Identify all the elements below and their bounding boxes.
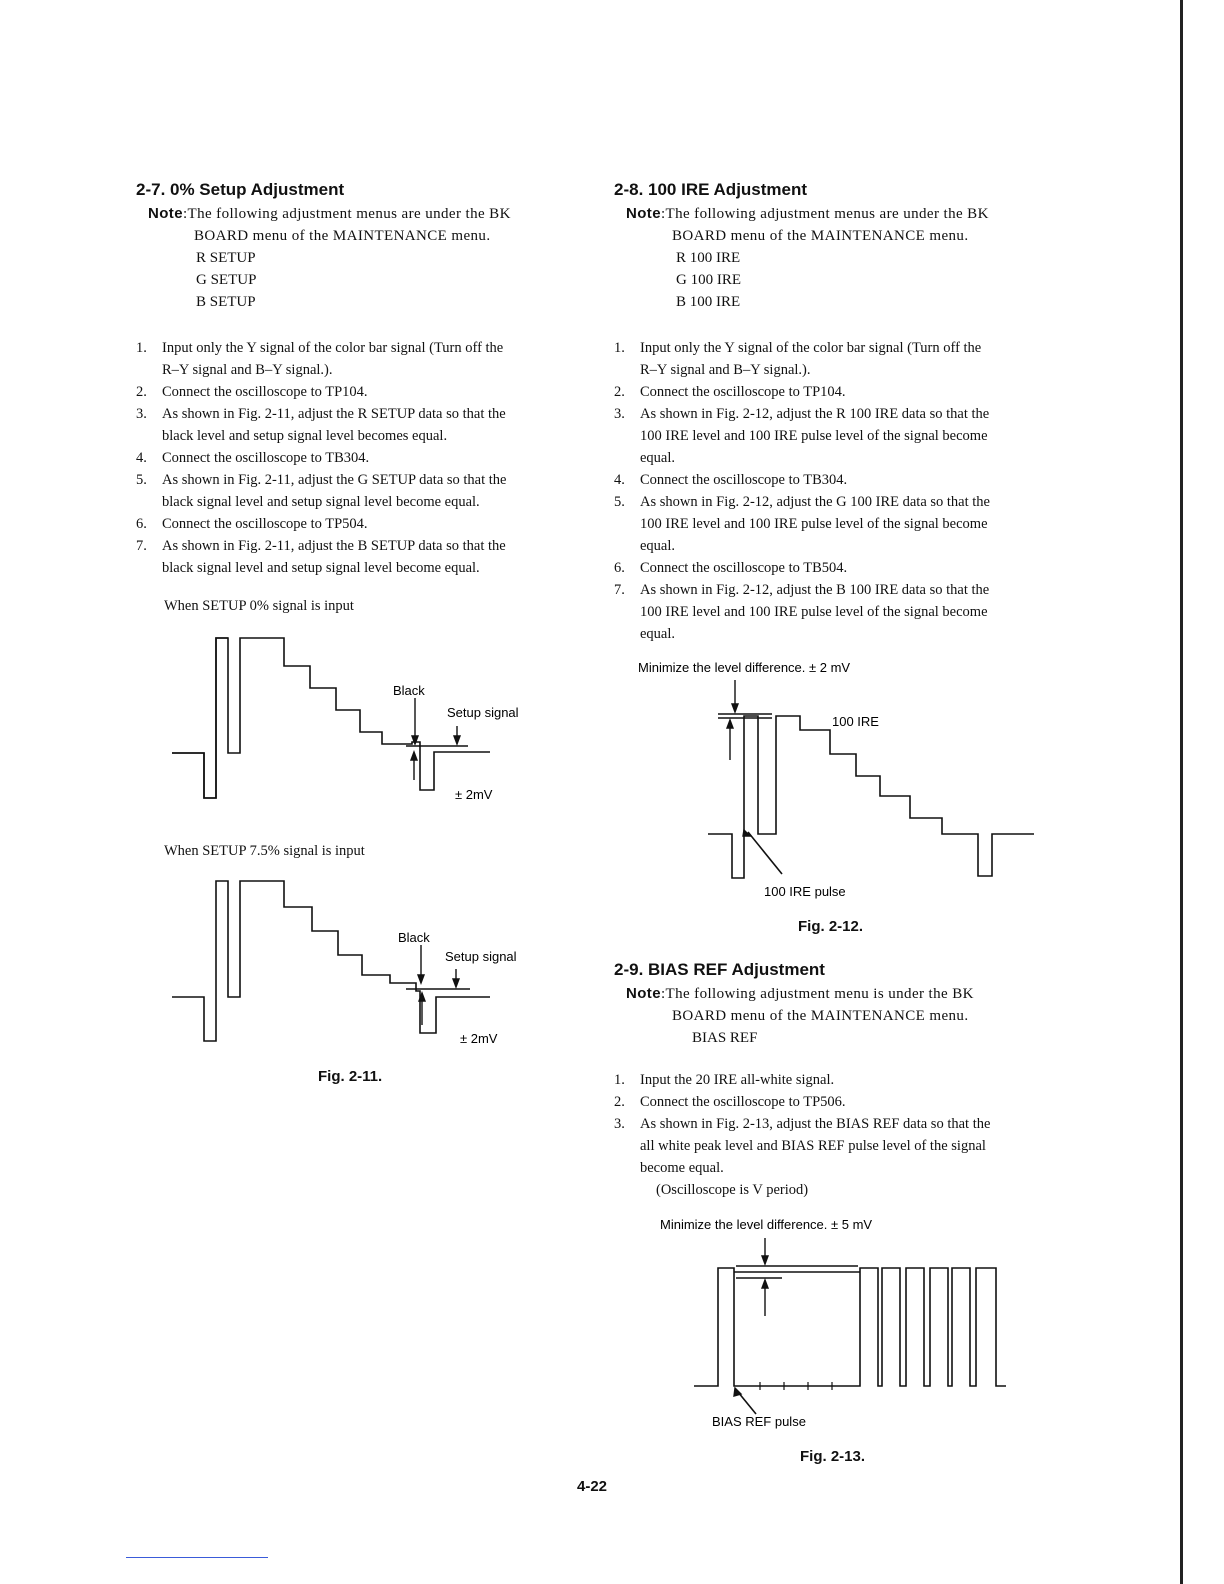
label-tolerance: ± 2mV	[460, 1031, 498, 1046]
menu-item: B 100 IRE	[676, 294, 741, 310]
step: 4. Connect the oscilloscope to TB304.	[136, 450, 370, 466]
arrowhead	[453, 979, 459, 987]
note-line-1: :The following adjustment menus are under the BK	[182, 206, 511, 222]
page-number: 4-22	[577, 1478, 608, 1495]
oscilloscope-note: (Oscilloscope is V period)	[656, 1182, 809, 1198]
section-title: 2-7. 0% Setup Adjustment	[136, 180, 345, 199]
step: 4. Connect the oscilloscope to TB304.	[614, 472, 848, 488]
arrowhead	[418, 975, 424, 983]
label-100-ire-pulse: 100 IRE pulse	[764, 884, 846, 899]
menu-list	[614, 247, 1074, 313]
label-100-ire: 100 IRE	[832, 714, 879, 729]
note-line-1: :The following adjustment menus are under the BK	[660, 206, 989, 222]
pointer-line	[748, 832, 782, 874]
step: 1. Input only the Y signal of the color bar signal (Turn off the R–Y signal and B–Y signal.).	[614, 340, 982, 378]
step: 3. As shown in Fig. 2-12, adjust the R 100 IRE data so that the 100 IRE level and 100 IRE pulse level of the signal become equal.	[614, 406, 990, 466]
signal-trace	[708, 716, 1034, 878]
signal-trace	[694, 1268, 1006, 1386]
note	[614, 203, 1074, 225]
signal-trace	[172, 638, 228, 798]
step-list	[614, 337, 1074, 645]
label-setup-signal: Setup signal	[447, 705, 519, 720]
step: 5. As shown in Fig. 2-12, adjust the G 100 IRE data so that the 100 IRE level and 100 IRE pulse level of the signal become equal.	[614, 494, 990, 554]
step: 1. Input the 20 IRE all-white signal.	[614, 1072, 835, 1088]
arrowhead	[411, 752, 417, 760]
section-2-7	[136, 180, 586, 579]
note	[614, 983, 1074, 1005]
step-list	[614, 1069, 1074, 1179]
arrowhead	[732, 704, 738, 712]
note-line-1: :The following adjustment menu is under the BK	[660, 986, 974, 1002]
pointer-line	[738, 1392, 756, 1414]
arrowhead	[734, 1388, 741, 1396]
note	[136, 203, 586, 225]
waveform-100-ire	[630, 656, 1050, 906]
waveform-bias-ref	[650, 1212, 1030, 1432]
note-line-2: BOARD menu of the MAINTENANCE menu.	[194, 228, 491, 244]
label-black: Black	[398, 930, 430, 945]
step: 6. Connect the oscilloscope to TP504.	[136, 516, 368, 532]
waveform-setup-7-5	[160, 875, 540, 1055]
step: 2. Connect the oscilloscope to TP506.	[614, 1094, 846, 1110]
signal-trace	[172, 881, 490, 1041]
step-list	[136, 337, 586, 579]
figure-label: Fig. 2-11.	[318, 1068, 383, 1085]
menu-list	[614, 1027, 1074, 1049]
step: 2. Connect the oscilloscope to TP104.	[136, 384, 368, 400]
menu-item: G SETUP	[196, 272, 257, 288]
menu-item: R SETUP	[196, 250, 256, 266]
figure-label: Fig. 2-13.	[800, 1448, 866, 1465]
figure-label: Fig. 2-12.	[798, 918, 864, 935]
footer-rule	[126, 1557, 268, 1558]
note-line-2: BOARD menu of the MAINTENANCE menu.	[672, 228, 969, 244]
caption-setup-0: When SETUP 0% signal is input	[164, 598, 354, 614]
step: 6. Connect the oscilloscope to TB504.	[614, 560, 848, 576]
note-label: Note	[148, 205, 183, 222]
step: 5. As shown in Fig. 2-11, adjust the G SETUP data so that the black signal level and setup signal level become equal.	[136, 472, 507, 510]
label-tolerance: ± 2mV	[455, 787, 493, 802]
label-black: Black	[393, 683, 425, 698]
section-title: 2-8. 100 IRE Adjustment	[614, 180, 808, 199]
arrowhead	[454, 736, 460, 744]
note-label: Note	[626, 205, 661, 222]
label-minimize: Minimize the level difference. ± 5 mV	[660, 1217, 873, 1232]
label-bias-ref-pulse: BIAS REF pulse	[712, 1414, 806, 1429]
step: 3. As shown in Fig. 2-13, adjust the BIAS REF data so that the all white peak level and BIAS REF pulse level of the signal become equal.	[614, 1116, 991, 1176]
step: 2. Connect the oscilloscope to TP104.	[614, 384, 846, 400]
arrowhead	[762, 1256, 768, 1264]
section-title: 2-9. BIAS REF Adjustment	[614, 960, 825, 979]
section-2-9	[614, 960, 1074, 1201]
scan-edge	[1180, 0, 1183, 1584]
caption-setup-7-5: When SETUP 7.5% signal is input	[164, 843, 365, 859]
label-setup-signal: Setup signal	[445, 949, 517, 964]
label-minimize: Minimize the level difference. ± 2 mV	[638, 660, 851, 675]
step: 7. As shown in Fig. 2-11, adjust the B SETUP data so that the black signal level and setup signal level become equal.	[136, 538, 506, 576]
step: 7. As shown in Fig. 2-12, adjust the B 100 IRE data so that the 100 IRE level and 100 IRE pulse level of the signal become equal.	[614, 582, 990, 642]
signal-trace	[172, 638, 490, 798]
menu-list	[136, 247, 586, 313]
note-label: Note	[626, 985, 661, 1002]
waveform-setup-0	[160, 630, 540, 810]
arrowhead	[727, 720, 733, 728]
arrowhead	[762, 1280, 768, 1288]
menu-item: B SETUP	[196, 294, 256, 310]
section-2-8	[614, 180, 1074, 645]
note-line-2: BOARD menu of the MAINTENANCE menu.	[672, 1008, 969, 1024]
step: 1. Input only the Y signal of the color bar signal (Turn off the R–Y signal and B–Y signal.).	[136, 340, 504, 378]
menu-item: BIAS REF	[692, 1030, 758, 1046]
menu-item: R 100 IRE	[676, 250, 741, 266]
menu-item: G 100 IRE	[676, 272, 741, 288]
step: 3. As shown in Fig. 2-11, adjust the R SETUP data so that the black level and setup signal level becomes equal.	[136, 406, 506, 444]
